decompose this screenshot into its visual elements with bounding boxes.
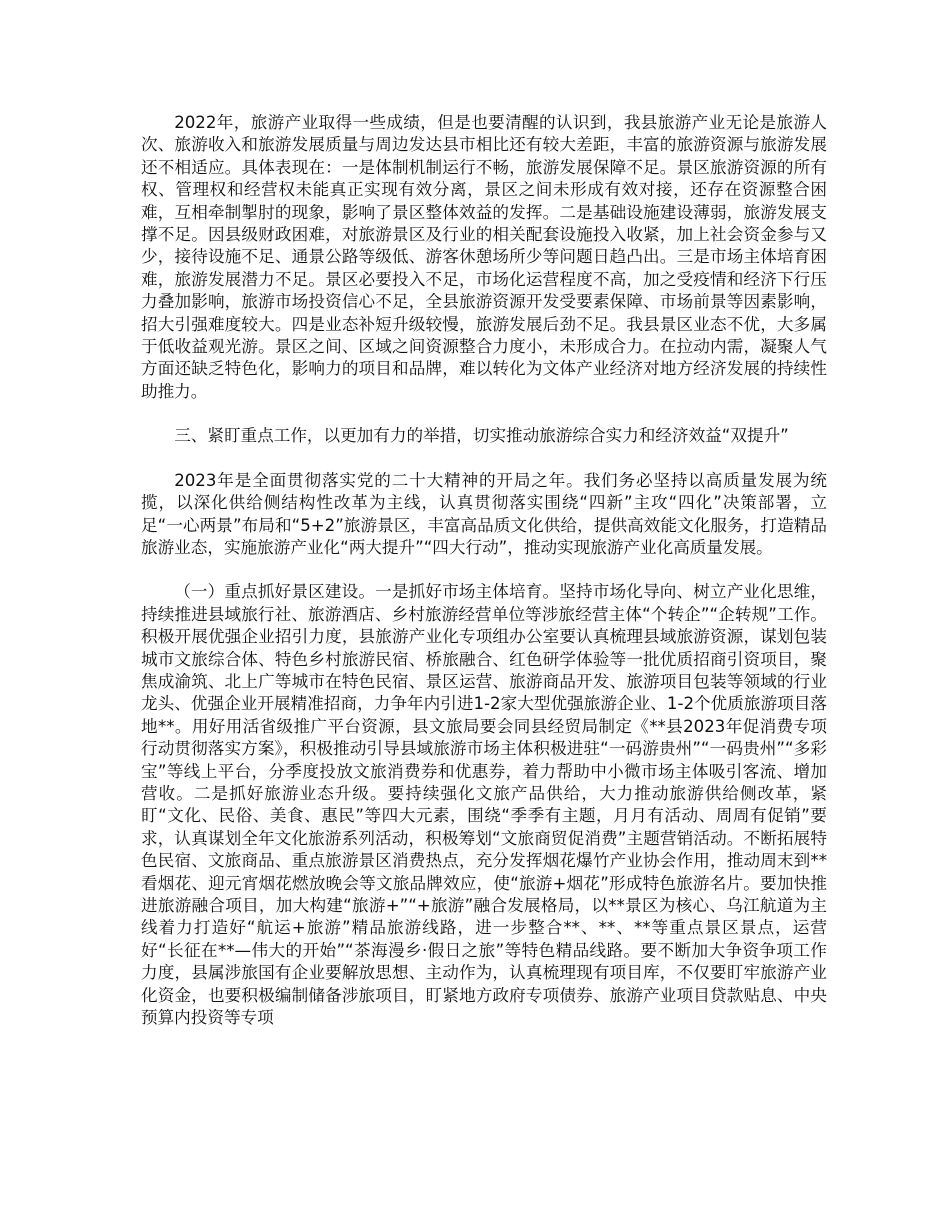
document-page [141,112,827,1029]
paragraph-scenic-area-construction: （一）重点抓好景区建设。一是抓好市场主体培育。坚持市场化导向、树立产业化思维，持续推进县域旅行社、旅游酒店、乡村旅游经营单位等涉旅经营主体“个转企”“企转规”工作。积极开展优强企业招引力度，县旅游产业化专项组办公室要认真梳理县域旅游资源，谋划包装城市文旅综合体、特色乡村旅游民宿、桥旅融合、红色研学体验等一批优质招商引资项目，聚焦成渝筑、北上广等城市在特色民宿、景区运营、旅游商品开发、旅游项目包装等领域的行业龙头、优强企业开展精准招商，力争年内引进1-2家大型优强旅游企业、1-2个优质旅游项目落地**。用好用活省级推广平台资源，县文旅局要会同县经贸局制定《**县2023年促消费专项行动贯彻落实方案》，积极推动引导县域旅游市场主体积极进驻“一码游贵州”“一码贵州”“多彩宝”等线上平台，分季度投放文旅消费券和优惠券，着力帮助中小微市场主体吸引客流、增加营收。二是抓好旅游业态升级。要持续强化文旅产品供给，大力推动旅游供给侧改革，紧盯“文化、民俗、美食、惠民”等四大元素，围绕“季季有主题，月月有活动、周周有促销”要求，认真谋划全年文化旅游系列活动，积极筹划“文旅商贸促消费”主题营销活动。不断拓展特色民宿、文旅商品、重点旅游景区消费热点，充分发挥烟花爆竹产业协会作用，推动周末到**看烟花、迎元宵烟花燃放晚会等文旅品牌效应，使“旅游+烟花”形成特色旅游名片。要加快推进旅游融合项目，加大构建“旅游+”“+旅游”融合发展格局，以**景区为核心、乌江航道为主线着力打造好“航运+旅游”精品旅游线路，进一步整合**、**、**等重点景区景点，运营好“长征在**—伟大的开始”“茶海漫乡·假日之旅”等特色精品线路。要不断加大争资争项工作力度，县属涉旅国有企业要解放思想、主动作为，认真梳理现有项目库，不仅要盯牢旅游产业化资金，也要积极编制储备涉旅项目，盯紧地方政府专项债券、旅游产业项目贷款贴息、中央预算内投资等专项 [141,582,827,1028]
paragraph-2023-goals: 2023年是全面贯彻落实党的二十大精神的开局之年。我们务必坚持以高质量发展为统揽，以深化供给侧结构性改革为主线，认真贯彻落实围绕“四新”主攻“四化”决策部署，立足“一心两景”布局和“5+2”旅游景区，丰富高品质文化供给，提供高效能文化服务，打造精品旅游业态，实施旅游产业化“两大提升”“四大行动”，推动实现旅游产业化高质量发展。 [141,470,827,557]
paragraph-problems: 2022年，旅游产业取得一些成绩，但是也要清醒的认识到，我县旅游产业无论是旅游人次、旅游收入和旅游发展质量与周边发达县市相比还有较大差距，丰富的旅游资源与旅游发展还不相适应。具体表现在：一是体制机制运行不畅，旅游发展保障不足。景区旅游资源的所有权、管理权和经营权未能真正实现有效分离，景区之间未形成有效对接，还存在资源整合困难，互相牵制掣肘的现象，影响了景区整体效益的发挥。二是基础设施建设薄弱，旅游发展支撑不足。因县级财政困难，对旅游景区及行业的相关配套设施投入收紧，加上社会资金参与又少，接待设施不足、通景公路等级低、游客休憩场所少等问题日趋凸出。三是市场主体培育困难，旅游发展潜力不足。景区必要投入不足，市场化运营程度不高，加之受疫情和经济下行压力叠加影响，旅游市场投资信心不足，全县旅游资源开发受要素保障、市场前景等因素影响，招大引强难度较大。四是业态补短升级较慢，旅游发展后劲不足。我县景区业态不优，大多属于低收益观光游。景区之间、区域之间资源整合力度小，未形成合力。在拉动内需，凝聚人气方面还缺乏特色化，影响力的项目和品牌，难以转化为文体产业经济对地方经济发展的持续性助推力。 [141,113,827,401]
section-heading-3: 三、紧盯重点工作，以更加有力的举措，切实推动旅游综合实力和经济效益“双提升” [174,426,789,446]
